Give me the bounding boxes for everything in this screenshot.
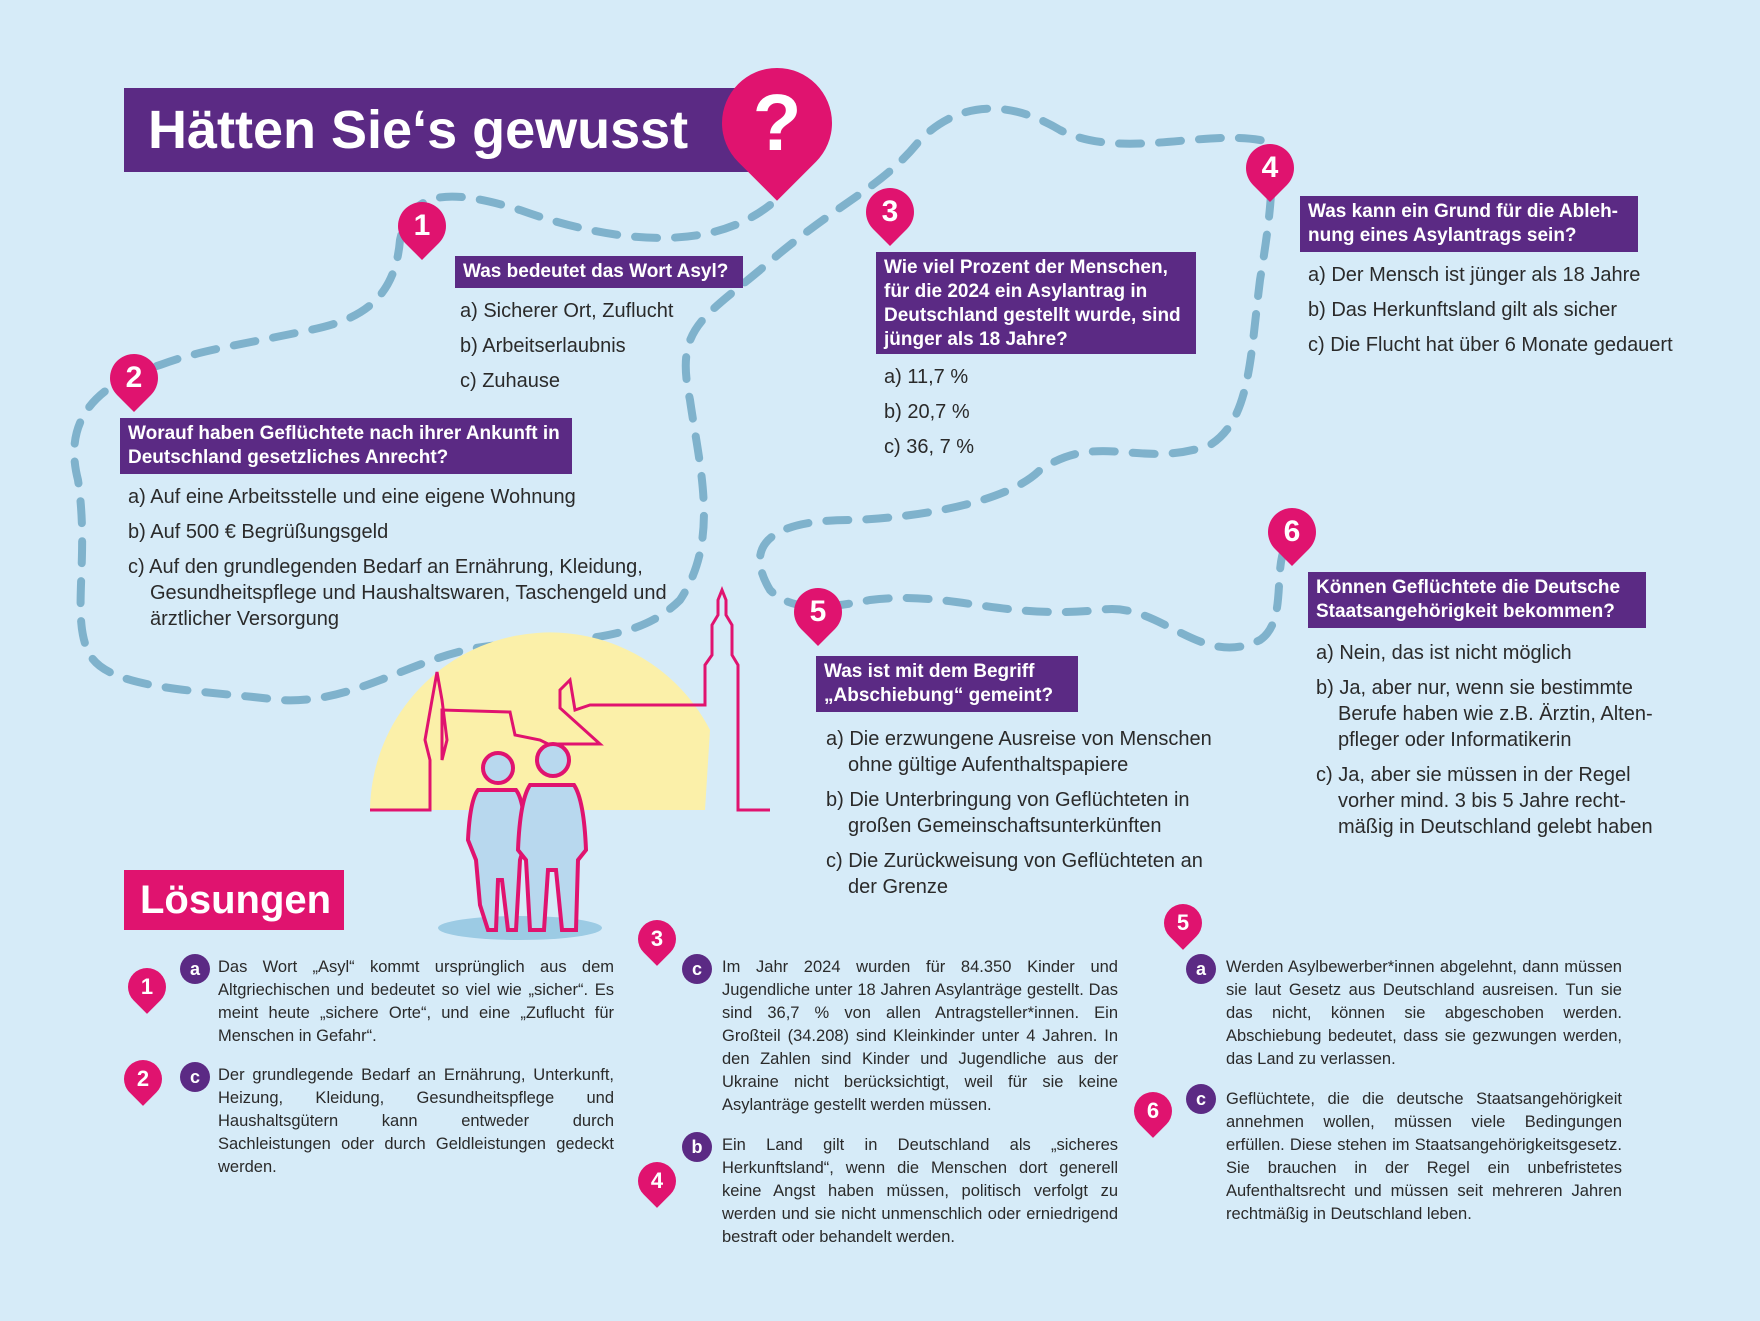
answer-option: a) Auf eine Arbeitsstelle und eine eigene Wohnung xyxy=(128,486,576,508)
question-number: 1 xyxy=(413,209,431,242)
answer-option: b) Auf 500 € Begrüßungsgeld xyxy=(128,521,389,543)
solution-number: 4 xyxy=(650,1168,664,1193)
solution-number: 6 xyxy=(1146,1098,1160,1123)
solutions-title: Lösungen xyxy=(124,870,344,930)
solution-number: 5 xyxy=(1176,910,1190,935)
question-title: Wie viel Prozent der Menschen, für die 2024 ein Asylantrag in Deutschland gestellt wurde, sind jünger als 18 Jahre? xyxy=(876,252,1196,354)
solution-text: Im Jahr 2024 wurden für 84.350 Kinder und Jugendliche unter 18 Jahren Asylanträge gestellt. Das sind 36,7 % von allen Antragsteller*innen. Ein Großteil (34.208) sind Kleinkinder unter 4 Jahren. In den Zahlen sind Kinder und Jugendliche aus der Ukraine nicht berücksichtigt, weil für sie keine Asylanträge gestellt werden müssen. xyxy=(722,958,1118,1114)
question-number: 3 xyxy=(881,195,899,228)
question-title: Können Geflüchtete die Deutsche Staatsangehörigkeit bekommen? xyxy=(1308,572,1646,628)
answer-option: a) Die erzwungene Ausreise von Menschen ohne gültige Aufenthaltspapiere xyxy=(826,728,1212,776)
answer-option: c) 36, 7 % xyxy=(884,436,975,458)
answer-option: b) Ja, aber nur, wenn sie bestimmte Berufe haben wie z.B. Ärztin, Alten- pfleger oder Informatikerin xyxy=(1316,677,1653,751)
solution-letter-badge: a xyxy=(1186,954,1216,984)
question-number: 6 xyxy=(1283,515,1301,548)
answer-list xyxy=(128,484,668,641)
answer-option: b) Arbeitserlaubnis xyxy=(460,335,626,357)
answer-option: c) Die Zurückweisung von Geflüchteten an der Grenze xyxy=(826,850,1203,898)
answer-option: a) 11,7 % xyxy=(884,366,969,388)
answer-option: c) Zuhause xyxy=(460,370,561,392)
question-number: 4 xyxy=(1261,151,1279,184)
question-title: Was ist mit dem Begriff „Abschiebung“ gemeint? xyxy=(816,656,1078,712)
solution-number: 3 xyxy=(650,926,664,951)
answer-option: b) Das Herkunftsland gilt als sicher xyxy=(1308,299,1618,321)
solution-text: Der grundlegende Bedarf an Ernährung, Unterkunft, Heizung, Kleidung, Gesundheitspflege und Haushaltsgütern kann entweder durch Sachleistungen oder durch Geldleistungen gedeckt werden. xyxy=(218,1066,614,1176)
answer-list xyxy=(460,298,790,403)
solution-letter-badge: c xyxy=(682,954,712,984)
answer-option: c) Die Flucht hat über 6 Monate gedauert xyxy=(1308,334,1673,356)
solution-letter-badge: c xyxy=(180,1062,210,1092)
solution-text: Geflüchtete, die die deutsche Staatsangehörigkeit annehmen wollen, müssen viele Bedingungen erfüllen. Diese stehen im Staatsangehörigkeitsgesetz. Sie brauchen in der Regel ein unbefristetes Aufenthaltsrecht und müssen seit mehreren Jahren rechtmäßig in Deutschland leben. xyxy=(1226,1090,1622,1223)
solution-number: 2 xyxy=(136,1066,150,1091)
question-number: 2 xyxy=(125,361,143,394)
question-title: Was bedeutet das Wort Asyl? xyxy=(455,256,743,288)
answer-option: c) Ja, aber sie müssen in der Regel vorher mind. 3 bis 5 Jahre recht- mäßig in Deutschland gelebt haben xyxy=(1316,764,1653,838)
page-title: Hätten Sie‘s gewusst xyxy=(124,88,800,172)
answer-list xyxy=(884,364,1184,469)
solution-letter-badge: c xyxy=(1186,1084,1216,1114)
answer-option: c) Auf den grundlegenden Bedarf an Ernährung, Kleidung, Gesundheitspflege und Haushaltswaren, Taschengeld und ärztlicher Versorgung xyxy=(128,556,667,630)
answer-list xyxy=(1316,640,1676,849)
answer-list xyxy=(826,726,1216,909)
solution-text: Werden Asylbewerber*innen abgelehnt, dann müssen sie laut Gesetz aus Deutschland ausreisen. Tun sie das nicht, können sie abgeschoben werden. Abschiebung bedeutet, dass sie gezwungen werden, das Land zu verlassen. xyxy=(1226,958,1622,1068)
question-title: Worauf haben Geflüchtete nach ihrer Ankunft in Deutschland gesetzliches Anrecht? xyxy=(120,418,572,474)
solution-number: 1 xyxy=(140,974,154,999)
question-mark: ? xyxy=(752,78,802,167)
answer-list xyxy=(1308,262,1728,367)
question-number: 5 xyxy=(809,595,827,628)
answer-option: b) 20,7 % xyxy=(884,401,970,423)
answer-option: b) Die Unterbringung von Geflüchteten in großen Gemeinschaftsunterkünften xyxy=(826,789,1190,837)
solution-letter-badge: b xyxy=(682,1132,712,1162)
solution-letter-badge: a xyxy=(180,954,210,984)
answer-option: a) Sicherer Ort, Zuflucht xyxy=(460,300,674,322)
question-title: Was kann ein Grund für die Ableh- nung eines Asylantrags sein? xyxy=(1300,196,1638,252)
solution-text: Das Wort „Asyl“ kommt ursprünglich aus dem Altgriechischen und bedeutet so viel wie „sicher“. Es meint heute „sichere Orte“, und eine „Zuflucht für Menschen in Gefahr“. xyxy=(218,958,614,1045)
solution-text: Ein Land gilt in Deutschland als „sicheres Herkunftsland“, wenn die Menschen dort generell keine Angst haben müssen, politisch verfolgt zu werden und sie nicht unmenschlich oder erniedrigend bestraft oder behandelt werden. xyxy=(722,1136,1118,1246)
answer-option: a) Der Mensch ist jünger als 18 Jahre xyxy=(1308,264,1641,286)
answer-option: a) Nein, das ist nicht möglich xyxy=(1316,642,1572,664)
